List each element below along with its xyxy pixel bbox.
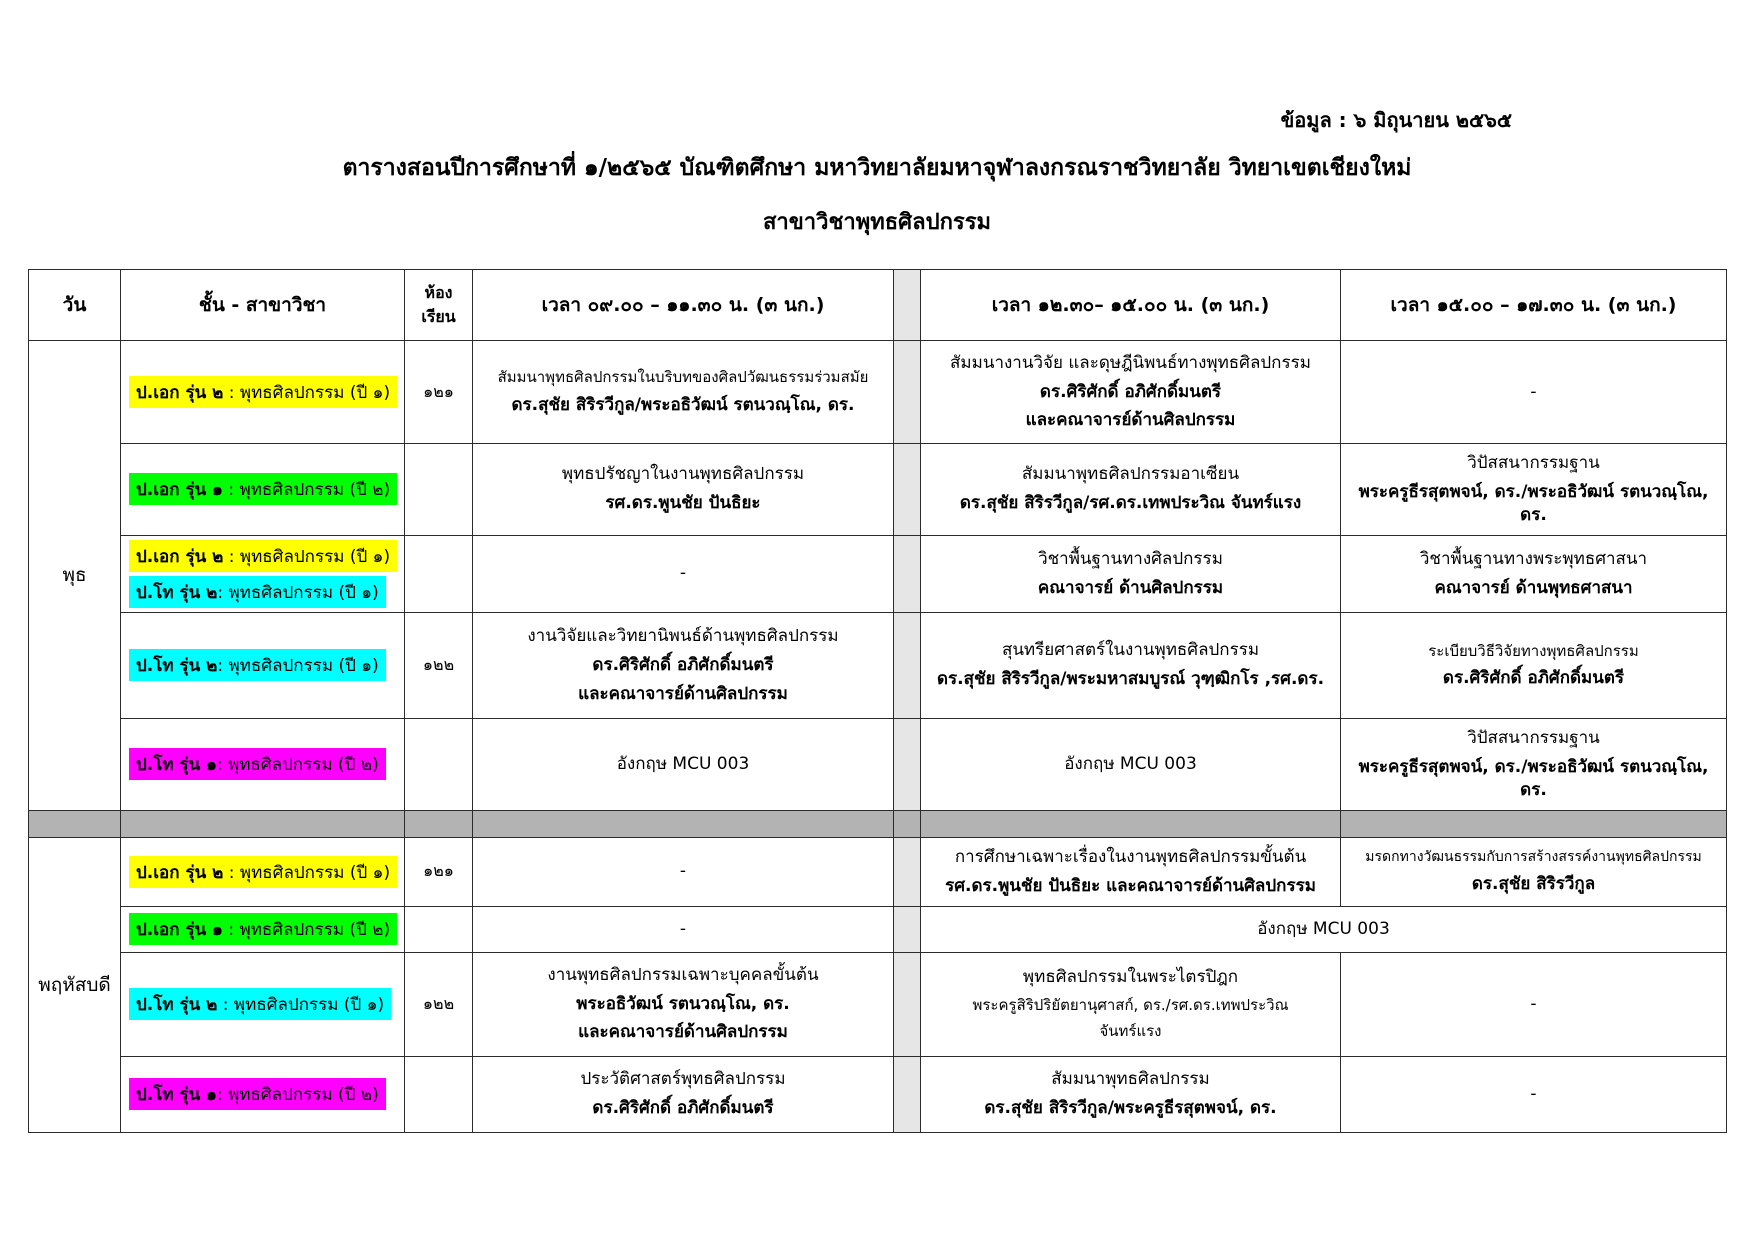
course-line: รศ.ดร.พูนชัย ปันธิยะ bbox=[605, 493, 761, 514]
course-line: วิปัสสนากรรมฐาน bbox=[1467, 453, 1600, 473]
class-cell bbox=[121, 444, 405, 536]
spacer-cell bbox=[894, 952, 921, 1056]
slot-cell bbox=[921, 1056, 1341, 1132]
spacer-cell bbox=[894, 612, 921, 718]
section-separator-cell bbox=[473, 810, 894, 837]
course-line: ดร.สุชัย สิริรวีกูล/พระครูธีรสุตพจน์, ดร. bbox=[984, 1098, 1277, 1118]
class-label bbox=[129, 746, 400, 782]
course-line: ดร.ศิริศักดิ์ อภิศักดิ์มนตรี bbox=[1442, 667, 1625, 688]
class-cell bbox=[121, 837, 405, 906]
class-label-highlight: ป.โท รุ่น ๒: พุทธศิลปกรรม (ปี ๑) bbox=[129, 649, 386, 681]
timetable-row bbox=[29, 535, 1727, 612]
course-line: ดร.ศิริศักดิ์ อภิศักดิ์มนตรี bbox=[1039, 381, 1222, 402]
course-line: อังกฤษ MCU 003 bbox=[1064, 753, 1197, 774]
class-cell bbox=[121, 535, 405, 612]
room-cell bbox=[405, 444, 473, 536]
slot-cell bbox=[921, 837, 1341, 906]
timetable-row bbox=[29, 612, 1727, 718]
class-label-highlight: ป.โท รุ่น ๒: พุทธศิลปกรรม (ปี ๑) bbox=[129, 576, 386, 608]
class-cell bbox=[121, 952, 405, 1056]
course-line: ดร.สุชัย สิริรวีกูล/พระอธิวัฒน์ รตนวณฺโณ, ดร. bbox=[511, 394, 855, 415]
course-line: วิปัสสนากรรมฐาน bbox=[1467, 727, 1600, 748]
day-cell: พุธ bbox=[29, 341, 121, 811]
course-line: สัมมนาพุทธศิลปกรรมในบริบทของศิลปวัฒนธรรมร่วมสมัย bbox=[497, 368, 869, 387]
slot-cell bbox=[921, 906, 1727, 952]
day-cell: พฤหัสบดี bbox=[29, 837, 121, 1132]
slot-cell bbox=[1341, 612, 1727, 718]
class-label-highlight: ป.เอก รุ่น ๒ : พุทธศิลปกรรม (ปี ๑) bbox=[129, 540, 397, 572]
course-line: รศ.ดร.พูนชัย ปันธิยะ และคณาจารย์ด้านศิลปกรรม bbox=[945, 875, 1316, 896]
course-line: และคณาจารย์ด้านศิลปกรรม bbox=[578, 683, 788, 704]
header-row bbox=[29, 270, 1727, 341]
course-line: ระเบียบวิธีวิจัยทางพุทธศิลปกรรม bbox=[1428, 641, 1639, 660]
slot-cell bbox=[1341, 341, 1727, 444]
course-line: คณาจารย์ ด้านพุทธศาสนา bbox=[1434, 577, 1633, 598]
spacer-cell bbox=[894, 535, 921, 612]
course-line: - bbox=[679, 918, 687, 939]
course-line: พระครูธีรสุตพจน์, ดร./พระอธิวัฒน์ รตนวณฺโณ, ดร. bbox=[1358, 481, 1709, 525]
slot-cell bbox=[921, 535, 1341, 612]
course-line: คณาจารย์ ด้านศิลปกรรม bbox=[1037, 577, 1224, 598]
class-label bbox=[129, 574, 400, 610]
class-label bbox=[129, 854, 400, 890]
header-timeslot-2: เวลา ๑๒.๓๐– ๑๕.๐๐ น. (๓ นก.) bbox=[921, 270, 1341, 341]
course-line: ประวัติศาสตร์พุทธศิลปกรรม bbox=[580, 1069, 786, 1090]
slot-cell bbox=[473, 1056, 894, 1132]
slot-cell bbox=[1341, 837, 1727, 906]
course-line: - bbox=[679, 861, 687, 882]
spacer-cell bbox=[894, 718, 921, 810]
course-line: พุทธปรัชญาในงานพุทธศิลปกรรม bbox=[561, 464, 805, 485]
spacer-cell bbox=[894, 444, 921, 536]
class-label bbox=[129, 647, 400, 683]
section-separator-cell bbox=[29, 810, 121, 837]
slot-cell bbox=[473, 837, 894, 906]
course-line: - bbox=[1530, 381, 1537, 402]
header-room bbox=[405, 270, 473, 341]
slot-cell bbox=[921, 718, 1341, 810]
course-line: อังกฤษ MCU 003 bbox=[616, 753, 750, 774]
class-label bbox=[129, 538, 400, 574]
course-line: - bbox=[679, 563, 687, 584]
spacer-cell bbox=[894, 837, 921, 906]
spacer-cell bbox=[894, 906, 921, 952]
timetable-row bbox=[29, 718, 1727, 810]
slot-cell bbox=[473, 718, 894, 810]
slot-cell bbox=[473, 952, 894, 1056]
slot-cell bbox=[921, 444, 1341, 536]
course-line: สุนทรียศาสตร์ในงานพุทธศิลปกรรม bbox=[1001, 640, 1260, 661]
class-cell bbox=[121, 612, 405, 718]
class-label bbox=[129, 1076, 400, 1112]
class-cell bbox=[121, 341, 405, 444]
slot-cell bbox=[473, 906, 894, 952]
course-line: และคณาจารย์ด้านศิลปกรรม bbox=[1025, 410, 1236, 431]
slot-cell bbox=[1341, 718, 1727, 810]
section-separator-row bbox=[29, 810, 1727, 837]
slot-cell bbox=[921, 612, 1341, 718]
slot-cell bbox=[1341, 444, 1727, 536]
room-cell bbox=[405, 1056, 473, 1132]
room-cell: ๑๒๑ bbox=[405, 837, 473, 906]
class-label-highlight: ป.เอก รุ่น ๑ : พุทธศิลปกรรม (ปี ๒) bbox=[129, 473, 397, 505]
room-cell bbox=[405, 535, 473, 612]
course-line: พระครูสิริปริยัตยานุศาสก์, ดร./รศ.ดร.เทพประวิณ bbox=[972, 996, 1289, 1015]
slot-cell bbox=[473, 612, 894, 718]
course-line: อังกฤษ MCU 003 bbox=[1257, 918, 1390, 939]
course-line: ดร.ศิริศักดิ์ อภิศักดิ์มนตรี bbox=[592, 654, 774, 675]
spacer-cell bbox=[894, 341, 921, 444]
section-separator-cell bbox=[405, 810, 473, 837]
section-separator-cell bbox=[921, 810, 1341, 837]
course-line: วิชาพื้นฐานทางศิลปกรรม bbox=[1038, 548, 1223, 569]
timetable bbox=[28, 269, 1727, 1133]
timetable-row bbox=[29, 1056, 1727, 1132]
room-cell: ๑๒๑ bbox=[405, 341, 473, 444]
course-line: ดร.ศิริศักดิ์ อภิศักดิ์มนตรี bbox=[592, 1098, 774, 1118]
slot-cell bbox=[921, 952, 1341, 1056]
slot-cell bbox=[1341, 535, 1727, 612]
course-line: การศึกษาเฉพาะเรื่องในงานพุทธศิลปกรรมขั้นต้น bbox=[954, 846, 1307, 867]
slot-cell bbox=[1341, 952, 1727, 1056]
course-line: มรดกทางวัฒนธรรมกับการสร้างสรรค์งานพุทธศิลปกรรม bbox=[1365, 848, 1702, 865]
room-cell bbox=[405, 906, 473, 952]
spacer-column bbox=[894, 270, 921, 341]
course-line: สัมมนางานวิจัย และดุษฎีนิพนธ์ทางพุทธศิลปกรรม bbox=[950, 352, 1311, 373]
timetable-row bbox=[29, 837, 1727, 906]
slot-cell bbox=[473, 444, 894, 536]
course-line: งานวิจัยและวิทยานิพนธ์ด้านพุทธศิลปกรรม bbox=[527, 625, 839, 646]
course-line: สัมมนาพุทธศิลปกรรมอาเซียน bbox=[1021, 464, 1240, 485]
slot-cell bbox=[473, 535, 894, 612]
class-cell bbox=[121, 906, 405, 952]
class-label-highlight: ป.โท รุ่น ๑: พุทธศิลปกรรม (ปี ๒) bbox=[129, 1078, 386, 1110]
header-room-line1: ห้อง bbox=[424, 283, 453, 302]
class-label-highlight: ป.เอก รุ่น ๑ : พุทธศิลปกรรม (ปี ๒) bbox=[129, 913, 397, 945]
class-cell bbox=[121, 1056, 405, 1132]
course-line: วิชาพื้นฐานทางพระพุทธศาสนา bbox=[1419, 548, 1648, 569]
data-date-note: ข้อมูล : ๖ มิถุนายน ๒๕๖๕ bbox=[1280, 108, 1512, 132]
slot-cell bbox=[921, 341, 1341, 444]
spacer-cell bbox=[894, 1056, 921, 1132]
course-line: ดร.สุชัย สิริรวีกูล/พระมหาสมบูรณ์ วุฑฺฒิกโร ,รศ.ดร. bbox=[936, 669, 1325, 690]
section-separator-cell bbox=[121, 810, 405, 837]
course-line: จันทร์แรง bbox=[1099, 1022, 1162, 1041]
room-cell: ๑๒๒ bbox=[405, 952, 473, 1056]
header-day: วัน bbox=[29, 270, 121, 341]
class-label bbox=[129, 374, 400, 410]
header-timeslot-1: เวลา ๐๙.๐๐ – ๑๑.๓๐ น. (๓ นก.) bbox=[473, 270, 894, 341]
class-cell bbox=[121, 718, 405, 810]
course-line: - bbox=[1530, 1083, 1537, 1104]
course-line: ดร.สุชัย สิริรวีกูล bbox=[1471, 873, 1596, 894]
class-label-highlight: ป.เอก รุ่น ๒ : พุทธศิลปกรรม (ปี ๑) bbox=[129, 856, 397, 888]
section-separator-cell bbox=[1341, 810, 1727, 837]
timetable-body bbox=[29, 341, 1727, 1133]
course-line: งานพุทธศิลปกรรมเฉพาะบุคคลขั้นต้น bbox=[547, 964, 819, 985]
timetable-row bbox=[29, 341, 1727, 444]
course-line: พุทธศิลปกรรมในพระไตรปิฎก bbox=[1022, 967, 1239, 988]
slot-cell bbox=[1341, 1056, 1727, 1132]
timetable-row bbox=[29, 952, 1727, 1056]
room-cell: ๑๒๒ bbox=[405, 612, 473, 718]
document-subtitle: สาขาวิชาพุทธศิลปกรรม bbox=[762, 210, 992, 235]
slot-cell bbox=[473, 341, 894, 444]
header-timeslot-3: เวลา ๑๕.๐๐ – ๑๗.๓๐ น. (๓ นก.) bbox=[1341, 270, 1727, 341]
course-line: พระครูธีรสุตพจน์, ดร./พระอธิวัฒน์ รตนวณฺโณ, ดร. bbox=[1358, 756, 1709, 800]
timetable-row bbox=[29, 444, 1727, 536]
class-label-highlight: ป.โท รุ่น ๒ : พุทธศิลปกรรม (ปี ๑) bbox=[129, 988, 391, 1020]
course-line: สัมมนาพุทธศิลปกรรม bbox=[1051, 1069, 1210, 1090]
document-title: ตารางสอนปีการศึกษาที่ ๑/๒๕๖๕ บัณฑิตศึกษา มหาวิทยาลัยมหาจุฬาลงกรณราชวิทยาลัย วิทยาเขตเชียงใหม่ bbox=[342, 155, 1412, 181]
class-label-highlight: ป.โท รุ่น ๑: พุทธศิลปกรรม (ปี ๒) bbox=[129, 748, 386, 780]
course-line: พระอธิวัฒน์ รตนวณฺโณ, ดร. bbox=[576, 993, 790, 1014]
header-class-program: ชั้น - สาขาวิชา bbox=[121, 270, 405, 341]
header-room-line2: เรียน bbox=[421, 307, 456, 326]
class-label bbox=[129, 986, 400, 1022]
section-separator-cell bbox=[894, 810, 921, 837]
class-label-highlight: ป.เอก รุ่น ๒ : พุทธศิลปกรรม (ปี ๑) bbox=[129, 376, 397, 408]
course-line: และคณาจารย์ด้านศิลปกรรม bbox=[578, 1022, 788, 1043]
room-cell bbox=[405, 718, 473, 810]
class-label bbox=[129, 471, 400, 507]
course-line: - bbox=[1530, 993, 1537, 1014]
class-label bbox=[129, 911, 400, 947]
course-line: ดร.สุชัย สิริรวีกูล/รศ.ดร.เทพประวิณ จันทร์แรง bbox=[959, 493, 1302, 514]
timetable-row bbox=[29, 906, 1727, 952]
